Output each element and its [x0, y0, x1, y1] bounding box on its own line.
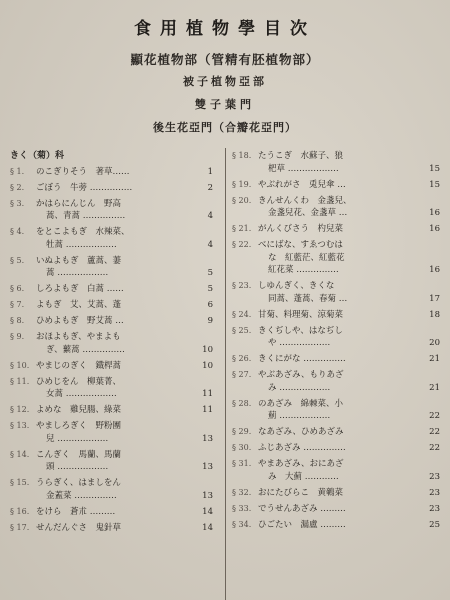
toc-entry [10, 420, 215, 445]
section-number: § 29. [232, 427, 252, 436]
section-number: § 30. [232, 443, 252, 452]
toc-entry [10, 166, 215, 179]
page-number: 10 [202, 360, 213, 371]
entry-text: をけら 蒼朮 ……… [36, 506, 116, 517]
entry-text: 金蓋菜 …………… [46, 490, 117, 501]
page-number: 11 [202, 405, 213, 415]
entry-text: べにばな、すゑつむは [258, 240, 343, 250]
toc-right-column [232, 150, 442, 535]
section-number: § 2. [10, 182, 25, 192]
toc-entry [232, 179, 442, 192]
toc-entry [232, 369, 442, 394]
section-number: § 16. [10, 506, 30, 516]
page-number: 16 [429, 224, 440, 234]
toc-entry [10, 255, 215, 280]
section-number: § 17. [10, 522, 30, 532]
page-number: 22 [429, 411, 440, 421]
section-number: § 9. [10, 332, 25, 341]
section-number: § 4. [10, 227, 25, 236]
section-number: § 18. [232, 151, 252, 160]
entry-text: でうせんあざみ ……… [258, 503, 346, 514]
entry-text: おほよもぎ、やまよも [36, 332, 121, 342]
toc-entry [10, 315, 215, 328]
section-number: § 26. [232, 354, 252, 363]
entry-text: なあざみ、ひめあざみ [258, 427, 344, 437]
entry-text: ぎ、蘩蒿 …………… [46, 344, 125, 355]
page-number: 2 [207, 182, 213, 193]
page-number: 23 [429, 503, 440, 514]
toc-entry [232, 458, 442, 483]
section-number: § 3. [10, 198, 25, 208]
entry-text: やぶあざみ、もりあざ [258, 370, 344, 380]
entry-text: おにたびらこ 黄鵪菜 [258, 487, 344, 498]
section-number: § 33. [232, 503, 252, 513]
section-number: § 23. [232, 281, 252, 290]
toc-entry [232, 398, 442, 423]
entry-text: み ……………… [268, 382, 331, 393]
section-number: § 32. [232, 487, 252, 497]
toc-entry [232, 223, 442, 236]
page-number: 6 [207, 300, 213, 310]
entry-text: み 大薊 ………… [268, 471, 339, 482]
page-number: 17 [429, 293, 440, 304]
section-number: § 14. [10, 449, 30, 459]
section-number: § 8. [10, 316, 25, 325]
entry-text: な 紅藍茫、紅藍花 [268, 252, 345, 263]
heading-subclass: 後生花亞門（合瓣花亞門） [153, 121, 297, 134]
entry-text: やぶれがさ 兎兒傘 … [258, 179, 346, 190]
toc-entry [10, 299, 215, 312]
page-number: 16 [429, 208, 440, 218]
section-number: § 25. [232, 325, 252, 335]
section-number: § 6. [10, 284, 25, 293]
page-number: 9 [207, 316, 213, 326]
section-number: § 21. [232, 224, 252, 233]
section-number: § 13. [10, 421, 30, 430]
entry-text: よもぎ 艾、艾蒿、蓬 [36, 300, 122, 310]
entry-text: きくぢしや、はなぢし [258, 325, 343, 336]
toc-entry [10, 449, 215, 474]
entry-text: かはらにんじん 野高 [36, 198, 122, 209]
section-number: § 1. [10, 166, 25, 176]
page-number: 14 [202, 506, 213, 517]
entry-text: ひめよもぎ 野艾蒿 … [36, 316, 124, 326]
toc-right-list [232, 150, 442, 531]
entry-text: ふじあざみ …………… [258, 443, 346, 453]
page-number: 20 [429, 338, 440, 348]
page-number: 13 [202, 433, 213, 444]
page-number: 21 [429, 354, 440, 364]
page-number: 16 [429, 265, 440, 275]
entry-text: せんだんぐさ 鬼針草 [36, 522, 122, 533]
heading-subdivision: 被子植物亞部 [183, 75, 267, 88]
entry-text: や ……………… [268, 338, 331, 348]
entry-text: しろよもぎ 白蒿 …… [36, 284, 124, 294]
heading-class: 雙子葉門 [195, 98, 255, 111]
page-number: 10 [202, 344, 213, 355]
page-number: 22 [429, 443, 440, 453]
page-number: 23 [429, 471, 440, 482]
page-number: 1 [207, 166, 213, 177]
entry-text: こんぎく 馬蘭、馬蘭 [36, 449, 122, 460]
section-number: § 12. [10, 405, 30, 414]
page-number: 22 [429, 427, 440, 437]
page-number: 13 [202, 462, 213, 472]
toc-entry [232, 487, 442, 500]
section-number: § 27. [232, 370, 252, 379]
page-number: 23 [429, 487, 440, 498]
section-number: § 20. [232, 195, 252, 205]
toc-entry [10, 360, 215, 373]
entry-text: 薊 ……………… [268, 411, 331, 421]
entry-text: ひごたい 漏盧 ……… [258, 519, 346, 530]
section-number: § 19. [232, 179, 252, 189]
entry-text: 蒿 ……………… [46, 268, 109, 278]
entry-text: やまじのぎく 鐡桿蒿 [36, 360, 122, 371]
toc-entry [10, 404, 215, 417]
page-title: 食用植物學目次 [134, 19, 316, 39]
toc-entry [10, 283, 215, 296]
entry-text: 頭 ……………… [46, 462, 109, 472]
section-number: § 31. [232, 459, 252, 468]
column-divider [225, 148, 226, 600]
entry-text: やまあざみ、おにあざ [258, 459, 344, 469]
page-number: 14 [202, 522, 213, 533]
toc-entry [232, 426, 442, 439]
toc-entry [232, 325, 442, 350]
toc-left-column [10, 150, 215, 538]
family-heading: きく（菊）科 [10, 151, 65, 161]
section-number: § 10. [10, 360, 30, 370]
page-number: 13 [202, 490, 213, 501]
toc-entry [10, 198, 215, 223]
page-number: 21 [429, 382, 440, 393]
toc-entry [10, 376, 215, 401]
section-number: § 24. [232, 309, 252, 319]
section-number: § 11. [10, 376, 30, 386]
entry-text: のこぎりそう 著草…… [36, 166, 130, 177]
entry-text: 金盞兒花、金盞草 … [268, 208, 348, 218]
entry-text: やましろぎく 野粉團 [36, 421, 122, 431]
toc-entry [10, 226, 215, 251]
toc-entry [232, 353, 442, 366]
toc-entry [232, 280, 442, 305]
toc-entry [232, 519, 442, 532]
entry-text: きんせんくわ 金盞兒、 [258, 195, 352, 206]
entry-text: 同蒿、蓬蒿、春菊 … [268, 293, 348, 304]
entry-text: をとこよもぎ 水辣菜、 [36, 227, 130, 237]
page-number: 25 [429, 519, 440, 530]
section-number: § 22. [232, 240, 252, 249]
entry-text: いぬよもぎ 蘆蒿、萋 [36, 255, 122, 266]
toc-entry [232, 309, 442, 322]
section-number: § 34. [232, 519, 252, 529]
entry-text: 杷草 ……………… [268, 163, 339, 174]
toc-entry [232, 442, 442, 455]
page-number: 11 [202, 389, 213, 399]
entry-text: 女蒿 ……………… [46, 389, 117, 399]
entry-text: 蒿、青蒿 …………… [46, 211, 126, 221]
entry-text: がんくびさう 杓兒菜 [258, 224, 344, 234]
entry-text: のあざみ 綿棘菜、小 [258, 398, 344, 409]
heading-division: 顯花植物部（管精有胚植物部） [130, 52, 320, 67]
entry-text: たうこぎ 水蘇子、狼 [258, 151, 344, 161]
toc-entry [10, 477, 215, 502]
entry-text: 紅花菜 …………… [268, 265, 339, 275]
entry-text: 兒 ……………… [46, 433, 109, 444]
section-number: § 28. [232, 398, 252, 408]
entry-text: うらぎく、はましをん [36, 478, 121, 488]
toc-entry [232, 150, 442, 175]
page-number: 5 [207, 284, 213, 294]
toc-entry [10, 506, 215, 519]
section-number: § 15. [10, 478, 30, 487]
toc-entry [232, 195, 442, 220]
entry-text: ごぼう 牛蒡 …………… [36, 182, 133, 193]
toc-entry [10, 182, 215, 195]
entry-text: 牡蒿 ……………… [46, 239, 117, 250]
entry-text: きくにがな …………… [258, 354, 346, 364]
toc-left-list [10, 166, 215, 535]
page-number: 4 [207, 211, 213, 221]
toc-entry [10, 522, 215, 535]
entry-text: しゆんぎく、きくな [258, 281, 335, 291]
section-number: § 7. [10, 300, 25, 309]
entry-text: 甘菊、料理菊、涼菊菜 [258, 309, 344, 320]
toc-entry [10, 331, 215, 356]
page-number: 4 [207, 239, 213, 250]
page-number: 15 [429, 179, 440, 190]
section-number: § 5. [10, 255, 25, 265]
toc-entry [232, 239, 442, 277]
page-number: 18 [429, 309, 440, 320]
toc-entry [232, 503, 442, 516]
page-number: 5 [207, 268, 213, 278]
page-number: 15 [429, 163, 440, 174]
entry-text: ひめじをん 柳葉菁、 [36, 376, 122, 387]
entry-text: よめな 雞兒腸、綠菜 [36, 405, 122, 415]
